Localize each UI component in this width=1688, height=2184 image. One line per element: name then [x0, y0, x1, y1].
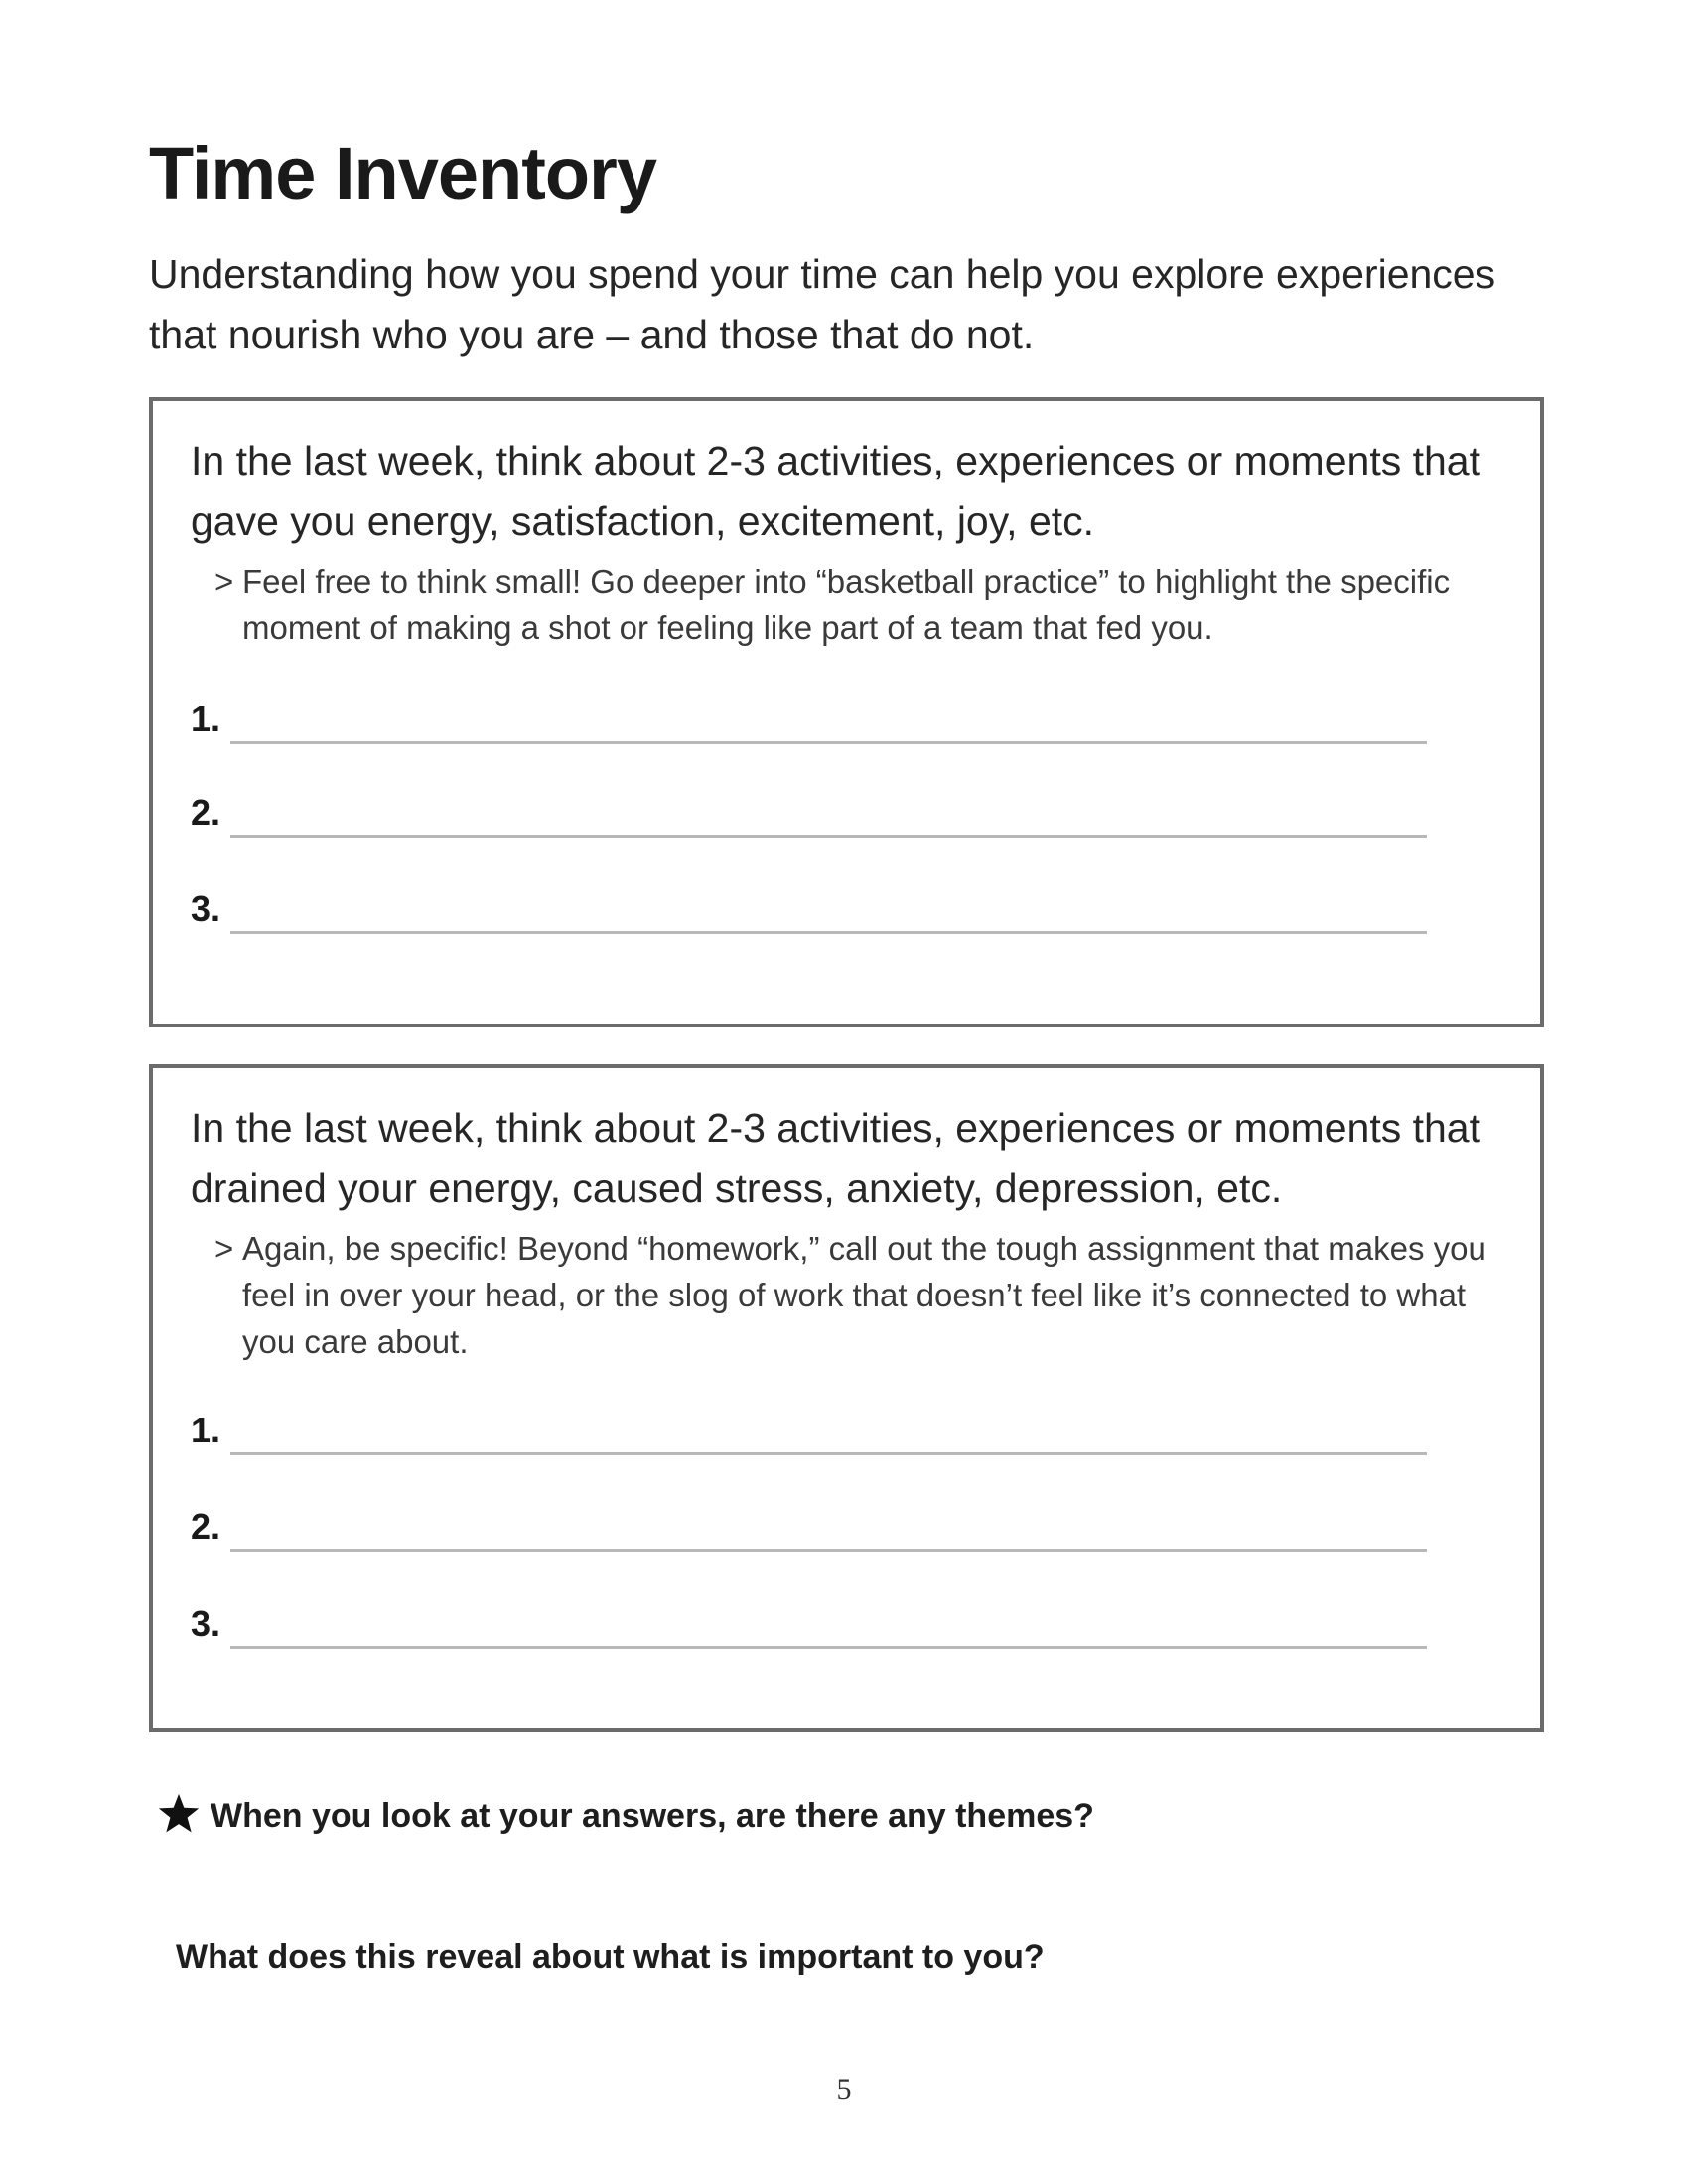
- energizing-prompt: In the last week, think about 2-3 activities, experiences or moments that gave you energy, satisfaction, excitement, joy, etc.: [191, 438, 1480, 544]
- energizing-answer-line-1[interactable]: [230, 741, 1427, 744]
- energizing-tip-text: Feel free to think small! Go deeper into “basketball practice” to highlight the specific moment of making a shot or feeling like part of a team that fed you.: [242, 563, 1451, 646]
- energizing-answer-line-2[interactable]: [230, 835, 1427, 838]
- energizing-tip: [214, 558, 1495, 651]
- draining-answer-row-1: [191, 1396, 1472, 1455]
- energizing-answer-row-1: [191, 684, 1472, 744]
- answer-number: 3.: [191, 888, 221, 929]
- page-number: 5: [836, 2073, 852, 2106]
- draining-answer-line-2[interactable]: [230, 1549, 1427, 1552]
- page-title: Time Inventory: [149, 132, 657, 214]
- draining-answer-line-1[interactable]: [230, 1452, 1427, 1455]
- draining-tip-text: Again, be specific! Beyond “homework,” call out the tough assignment that makes you feel in over your head, or the slog of work that doesn’t feel like it’s connected to what you care about.: [242, 1230, 1486, 1360]
- energizing-answer-row-3: [191, 875, 1472, 934]
- intro-text: Understanding how you spend your time can help you explore experiences that nourish who you are – and those that do not.: [149, 251, 1496, 357]
- energizing-moments-box: [149, 397, 1544, 1027]
- tip-marker: >: [214, 563, 234, 600]
- draining-tip: [214, 1225, 1495, 1365]
- tip-marker: >: [214, 1230, 234, 1267]
- energizing-answer-line-3[interactable]: [230, 931, 1427, 934]
- energizing-answer-row-2: [191, 778, 1472, 838]
- answer-number: 1.: [191, 1410, 221, 1450]
- draining-answer-row-2: [191, 1492, 1472, 1552]
- answer-number: 1.: [191, 698, 221, 739]
- importance-question: What does this reveal about what is important to you?: [176, 1938, 1045, 1976]
- draining-moments-box: [149, 1064, 1544, 1732]
- answer-number: 3.: [191, 1603, 221, 1644]
- answer-number: 2.: [191, 1506, 221, 1547]
- draining-answer-row-3: [191, 1589, 1472, 1649]
- answer-number: 2.: [191, 792, 221, 833]
- star-icon: [157, 1792, 201, 1836]
- draining-prompt: In the last week, think about 2-3 activities, experiences or moments that drained your energy, caused stress, anxiety, depression, etc.: [191, 1105, 1480, 1211]
- themes-question: When you look at your answers, are there any themes?: [211, 1797, 1094, 1835]
- draining-answer-line-3[interactable]: [230, 1646, 1427, 1649]
